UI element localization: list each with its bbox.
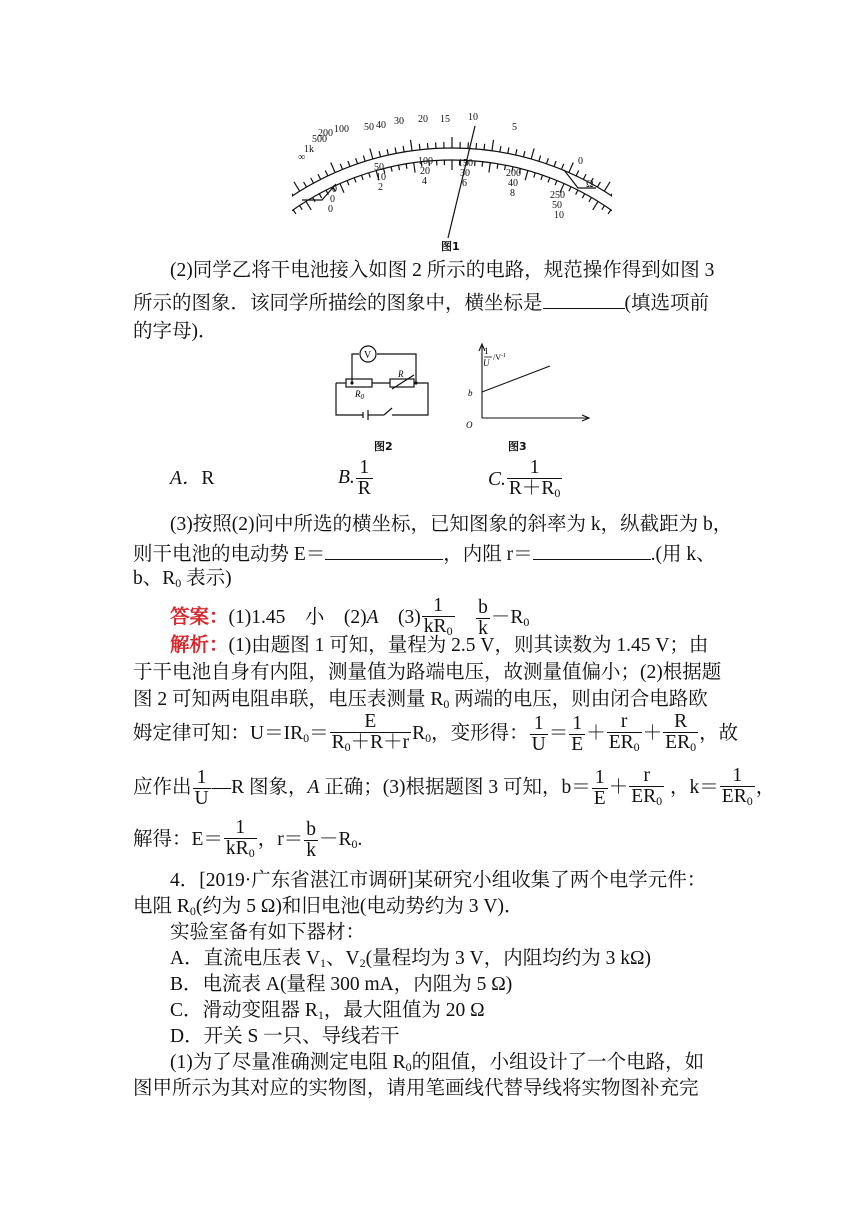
dial-tick-lower — [414, 163, 415, 173]
q4-option-b: B．电流表 A(量程 300 mA，内阻为 5 Ω) — [170, 974, 513, 995]
dc-scale-label: 40 — [508, 178, 518, 189]
figure-3-graph — [462, 338, 592, 434]
dial-tick-upper — [304, 182, 307, 187]
dial-tick-upper — [411, 140, 413, 151]
q4-line-3: 实验室备有如下器材： — [170, 922, 366, 943]
figure-2-circuit — [332, 340, 434, 420]
emf-answer-blank[interactable] — [325, 541, 443, 560]
q2-line-2: 所示的图象．该同学所描绘的图象中，横坐标是 (填选项前 — [133, 290, 709, 317]
dc-scale-label: 6 — [462, 178, 467, 189]
option-b[interactable]: B. $\frac{1}{R}$ — [338, 457, 371, 499]
q4-paragraph-2: 图甲所示为其对应的实物图，请用笔画线代替导线将实物图补充完 — [133, 1078, 699, 1099]
q4-option-d: D．开关 S 一只、导线若干 — [170, 1026, 400, 1047]
dial-tick-upper — [523, 151, 524, 157]
dc-scale-label: 250 — [550, 190, 565, 201]
dial-tick-lower — [406, 164, 407, 169]
dial-tick-lower — [593, 201, 598, 210]
dial-tick-lower — [569, 187, 571, 192]
dc-scale-label: 0 — [332, 184, 337, 195]
ohm-scale-label: 30 — [394, 116, 404, 127]
resistance-answer-blank[interactable] — [533, 541, 651, 560]
q4-line-2: 电阻 $R_0$(约为 5 Ω)和旧电池(电动势约为 3 V)． — [133, 896, 524, 918]
ohm-scale-label: 500 — [312, 134, 327, 145]
dc-scale-label: 150 — [458, 158, 473, 169]
dial-tick-upper — [576, 170, 579, 175]
dial-tick-lower — [391, 167, 392, 172]
q2-answer-blank[interactable] — [543, 290, 625, 309]
dc-scale-label: 200 — [506, 168, 521, 179]
analysis-line-6: 解得：E＝ $\frac{1}{kR_0}$ ，r＝ $\frac{b}{k}$ $-R_0$. — [133, 817, 363, 861]
analysis-line-1: 解析：(1)由题图 1 可知，量程为 2.5 V，则其读数为 1.45 V；由 — [170, 635, 709, 656]
origin-label: O — [466, 420, 473, 430]
dial-tick-lower — [347, 181, 349, 186]
dial-tick-upper — [318, 174, 321, 179]
dial-tick-lower — [354, 178, 356, 183]
ohm-scale-label: 20 — [418, 114, 428, 125]
ohm-scale-label: 100 — [334, 124, 349, 135]
dc-scale-label: 0 — [328, 204, 333, 215]
dc-scale-label: 2 — [378, 182, 383, 193]
dial-tick-upper — [569, 163, 573, 173]
dial-tick-upper — [379, 151, 380, 157]
dial-tick-upper — [356, 158, 358, 164]
option-c[interactable]: C. $\frac{1}{R+R_0}$ — [488, 457, 561, 500]
dial-tick-upper — [403, 146, 404, 152]
dc-scale-label: 100 — [418, 156, 433, 167]
dial-tick-upper — [554, 161, 556, 167]
q3-line-2: 则干电池的电动势 E＝ ，内阻 r＝ .(用 k、 — [133, 541, 716, 568]
dial-tick-upper — [508, 148, 509, 154]
dial-tick-lower — [340, 184, 344, 193]
dial-tick-upper — [561, 164, 563, 170]
dial-tick-upper — [597, 182, 600, 187]
dial-tick-upper — [539, 156, 541, 162]
dial-tick-upper — [387, 149, 388, 155]
y-axis-label-den: U — [483, 358, 490, 368]
q4-paragraph-1: (1)为了尽量准确测定电阻 $R_0$的阻值，小组设计了一个电路，如 — [170, 1052, 705, 1074]
q4-option-c: C．滑动变阻器 $R_1$，最大阻值为 20 Ω — [170, 1000, 485, 1022]
dial-tick-lower — [525, 171, 528, 181]
dc-scale-label: 30 — [460, 168, 470, 179]
q3-line-3: b、$R_0$ 表示) — [133, 568, 232, 590]
ohm-scale-label: 5 — [512, 122, 517, 133]
dial-arc — [292, 148, 612, 215]
figure-1-meter-dial — [292, 108, 612, 240]
dial-tick-upper — [546, 158, 548, 164]
dial-tick-upper — [531, 148, 534, 159]
dial-tick-lower — [541, 175, 543, 180]
ohm-scale-label: 10 — [468, 112, 478, 123]
dial-tick-lower — [489, 163, 490, 173]
dial-tick-upper — [516, 149, 517, 155]
dial-tick-lower — [534, 173, 535, 178]
dc-scale-label: 50 — [374, 162, 384, 173]
analysis-line-2: 于干电池自身有内阻，测量值为路端电压，故测量值偏小；(2)根据题 — [133, 662, 722, 683]
dial-tick-upper — [331, 163, 335, 173]
dc-scale-label: 8 — [510, 188, 515, 199]
ohm-scale-label: 15 — [440, 114, 450, 125]
dial-tick-upper — [395, 148, 396, 154]
analysis-line-5: 应作出 $\frac{1}{U}$ —R 图象，A 正确；(3)根据题图 3 可知，b＝ $\frac{1}{E}$ ＋ $\frac{r}{ER_0}$ ，k＝ $\frac{1}{ER_0}$ ， — [133, 765, 776, 809]
dc-scale-label: 0 — [330, 194, 335, 205]
ohm-scale-label: 50 — [364, 122, 374, 133]
dial-tick-lower — [369, 173, 370, 178]
dial-tick-lower — [293, 210, 296, 214]
option-a[interactable]: A．R — [170, 468, 215, 489]
ohm-unit-label: Ω — [586, 179, 594, 190]
dial-tick-lower — [497, 164, 498, 169]
ohm-scale-label: 200 — [318, 128, 333, 139]
dial-tick-upper — [311, 178, 314, 183]
figure-2-caption: 图2 — [374, 440, 393, 453]
q4-option-a: A．直流电压表 $V_1$、$V_2$(量程均为 3 V，内阻均约为 3 kΩ) — [170, 948, 651, 970]
dial-tick-upper — [363, 156, 365, 162]
analysis-line-3: 图 2 可知两电阻串联，电压表测量 $R_0$ 两端的电压，则由闭合电路欧 — [133, 689, 708, 711]
dial-tick-lower — [608, 210, 611, 214]
dial-tick-upper — [340, 164, 342, 170]
intercept-label: b — [468, 388, 473, 398]
dial-tick-lower — [548, 178, 550, 183]
dial-tick-upper — [325, 170, 328, 175]
dial-tick-lower — [361, 175, 363, 180]
y-axis-label-num: 1 — [484, 346, 489, 356]
figure-3-caption: 图3 — [508, 440, 527, 453]
dial-tick-upper — [348, 161, 350, 167]
dial-tick-lower — [555, 181, 557, 186]
dial-tick-lower — [319, 194, 321, 198]
dial-tick-lower — [589, 197, 592, 201]
dial-tick-lower — [582, 194, 584, 198]
q4-line-1: 4．[2019·广东省湛江市调研]某研究小组收集了两个电学元件： — [170, 870, 707, 891]
r-label: R — [398, 369, 404, 379]
ohm-scale-label: ∞ — [298, 152, 306, 163]
ohm-scale-label: 1k — [304, 144, 314, 155]
dial-tick-lower — [576, 190, 578, 194]
dial-tick-lower — [306, 201, 311, 210]
q2-line-3: 的字母)． — [133, 321, 218, 342]
dc-scale-label: 50 — [552, 200, 562, 211]
r0-label: $R_0$ — [355, 389, 364, 401]
voltmeter-label: V — [364, 350, 372, 361]
dial-tick-upper — [492, 140, 494, 151]
q3-line-1: (3)按照(2)问中所选的横坐标，已知图象的斜率为 k，纵截距为 b， — [170, 514, 733, 535]
dc-scale-label: 10 — [376, 172, 386, 183]
dial-tick-lower — [602, 206, 605, 210]
dc-scale-label: 10 — [554, 210, 564, 221]
dial-tick-upper — [292, 190, 293, 195]
dial-tick-upper — [604, 182, 610, 191]
q2-line-1: (2)同学乙将干电池接入如图 2 所示的电路，规范操作得到如图 3 — [170, 260, 715, 281]
dial-tick-upper — [611, 190, 612, 195]
ohm-scale-label: 40 — [376, 120, 386, 131]
dial-tick-lower — [399, 165, 400, 170]
figure-1-caption: 图1 — [441, 240, 460, 253]
y-axis-unit: $/V^{-1}$ — [493, 353, 506, 362]
dial-tick-lower — [482, 162, 483, 167]
dial-tick-upper — [500, 146, 501, 152]
ohm-scale-label: 0 — [578, 156, 583, 167]
analysis-label: 解析： — [170, 635, 229, 656]
dial-tick-upper — [294, 182, 300, 191]
analysis-line-4: 姆定律可知：$U=IR_0=$ $\frac{E}{R_0+R+r}$ $R_0$，变形得： $\frac{1}{U}$ ＝ $\frac{1}{E}$ ＋ $\frac{r}{ER_0}$ ＋ $\frac{R}{ER_0}$ ，故 — [133, 711, 739, 755]
dial-tick-upper — [370, 148, 373, 159]
dial-tick-upper — [484, 144, 485, 150]
dc-scale-label: 4 — [422, 176, 427, 187]
answer-line: 答案：(1)1.45 小 (2)A (3) $\frac{1}{kR_0}$ $\frac{b}{k}$ $-R_0$ — [170, 595, 530, 639]
dial-tick-lower — [300, 206, 303, 210]
answer-label: 答案： — [170, 606, 229, 628]
dc-scale-label: 20 — [420, 166, 430, 177]
dial-tick-upper — [419, 144, 420, 150]
